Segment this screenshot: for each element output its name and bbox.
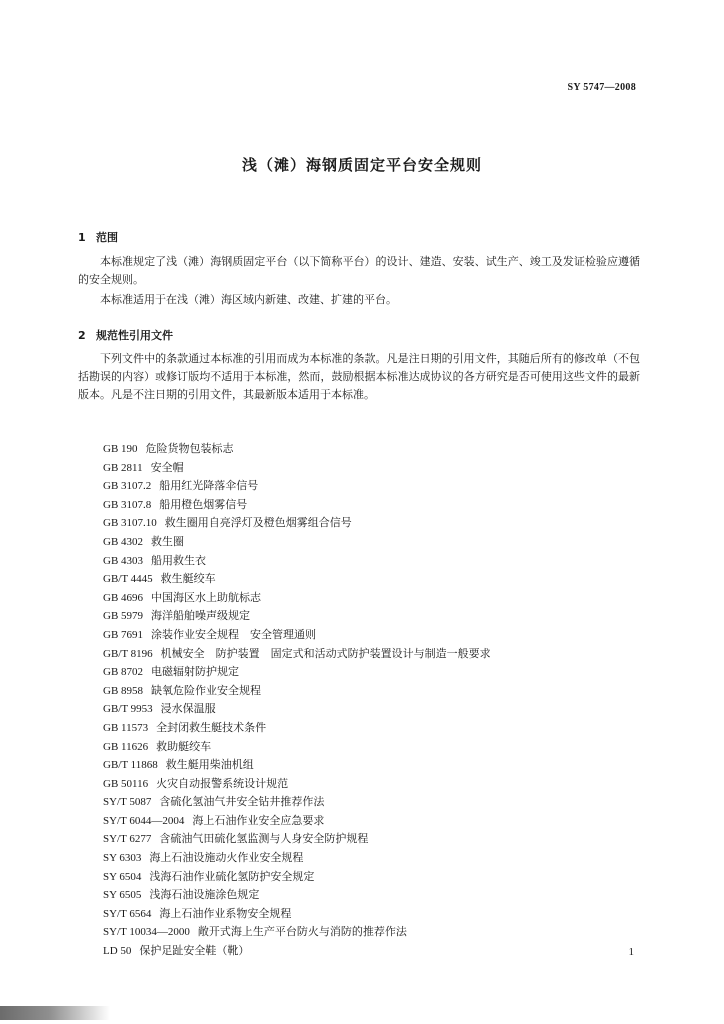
reference-code: SY/T 6277 bbox=[103, 833, 152, 846]
reference-title: 电磁辐射防护规定 bbox=[151, 665, 240, 679]
reference-title: 海上石油作业系物安全规程 bbox=[159, 906, 292, 920]
reference-code: GB/T 9953 bbox=[103, 703, 153, 716]
reference-item bbox=[103, 645, 491, 664]
reference-title: 含硫油气田硫化氢监测与人身安全防护规程 bbox=[159, 832, 369, 846]
reference-code: GB 50116 bbox=[103, 777, 149, 790]
reference-item bbox=[103, 738, 491, 757]
reference-code: GB/T 8196 bbox=[103, 647, 153, 660]
reference-title: 海洋船舶噪声级规定 bbox=[151, 609, 251, 623]
reference-item bbox=[103, 477, 491, 496]
reference-item bbox=[103, 570, 491, 589]
reference-title: 浸水保温服 bbox=[160, 702, 216, 716]
reference-item bbox=[103, 905, 491, 924]
reference-title: 含硫化氢油气井安全钻井推荐作法 bbox=[159, 795, 325, 809]
section-2-heading bbox=[78, 327, 173, 343]
reference-code: SY 6303 bbox=[103, 852, 142, 865]
reference-item bbox=[103, 942, 491, 961]
reference-title: 中国海区水上助航标志 bbox=[151, 590, 262, 604]
reference-title: 海上石油作业安全应急要求 bbox=[192, 813, 325, 827]
section-title: 范围 bbox=[96, 231, 118, 244]
reference-code: GB/T 11868 bbox=[103, 759, 158, 772]
reference-item bbox=[103, 514, 491, 533]
reference-item bbox=[103, 775, 491, 794]
reference-title: 救生艇用柴油机组 bbox=[165, 758, 254, 772]
reference-item bbox=[103, 682, 491, 701]
reference-item bbox=[103, 812, 491, 831]
standard-code: SY 5747—2008 bbox=[567, 82, 636, 93]
page-number: 1 bbox=[628, 946, 634, 958]
reference-title: 浅海石油设施涂色规定 bbox=[149, 888, 260, 902]
reference-title: 全封闭救生艇技术条件 bbox=[156, 720, 267, 734]
reference-title: 救生艇绞车 bbox=[160, 572, 216, 586]
reference-item bbox=[103, 607, 491, 626]
reference-code: SY/T 10034—2000 bbox=[103, 926, 190, 939]
reference-item bbox=[103, 533, 491, 552]
reference-code: GB 190 bbox=[103, 443, 138, 455]
section-title: 规范性引用文件 bbox=[96, 329, 173, 342]
reference-code: GB 3107.2 bbox=[103, 480, 152, 493]
reference-title: 救生圈用自亮浮灯及橙色烟雾组合信号 bbox=[164, 516, 352, 530]
reference-code: GB 8958 bbox=[103, 684, 144, 697]
reference-title: 船用橙色烟雾信号 bbox=[159, 497, 248, 511]
reference-item bbox=[103, 886, 491, 905]
reference-item bbox=[103, 663, 491, 682]
reference-code: GB 3107.10 bbox=[103, 517, 157, 530]
reference-code: GB 11573 bbox=[103, 721, 149, 734]
reference-code: GB 5979 bbox=[103, 610, 144, 623]
reference-code: SY 6504 bbox=[103, 870, 142, 883]
reference-item bbox=[103, 719, 491, 738]
reference-item bbox=[103, 793, 491, 812]
reference-code: SY/T 6044—2004 bbox=[103, 814, 185, 827]
reference-title: 火灾自动报警系统设计规范 bbox=[156, 776, 289, 790]
reference-item bbox=[103, 830, 491, 849]
reference-title: 危险货物包装标志 bbox=[145, 442, 234, 455]
reference-title: 缺氧危险作业安全规程 bbox=[151, 683, 262, 697]
reference-item bbox=[103, 849, 491, 868]
reference-title: 救生圈 bbox=[151, 534, 185, 548]
reference-code: GB 8702 bbox=[103, 666, 144, 679]
section-1-heading bbox=[78, 229, 118, 245]
reference-code: GB 4696 bbox=[103, 591, 144, 604]
reference-code: GB 4303 bbox=[103, 554, 144, 567]
reference-item bbox=[103, 756, 491, 775]
reference-item bbox=[103, 496, 491, 515]
reference-item bbox=[103, 589, 491, 608]
reference-item bbox=[103, 440, 491, 459]
reference-code: GB 7691 bbox=[103, 628, 144, 641]
reference-item bbox=[103, 626, 491, 645]
reference-title: 保护足趾安全鞋（靴） bbox=[139, 944, 250, 958]
reference-code: GB/T 4445 bbox=[103, 573, 153, 586]
reference-code: LD 50 bbox=[103, 945, 132, 958]
scan-artifact bbox=[0, 1006, 110, 1020]
section-number: 1 bbox=[78, 231, 86, 244]
section-1-paragraph-2: 本标准适用于在浅（滩）海区域内新建、改建、扩建的平台。 bbox=[100, 293, 397, 306]
reference-title: 船用红光降落伞信号 bbox=[159, 479, 259, 493]
reference-title: 船用救生衣 bbox=[151, 553, 207, 567]
reference-title: 机械安全 防护装置 固定式和活动式防护装置设计与制造一般要求 bbox=[160, 646, 491, 660]
section-number: 2 bbox=[78, 329, 86, 342]
reference-code: GB 3107.8 bbox=[103, 498, 152, 511]
reference-title: 敞开式海上生产平台防火与消防的推荐作法 bbox=[197, 925, 407, 939]
reference-code: GB 4302 bbox=[103, 535, 144, 548]
reference-code: SY/T 5087 bbox=[103, 796, 152, 809]
reference-title: 海上石油设施动火作业安全规程 bbox=[149, 851, 304, 865]
normative-references-list bbox=[103, 440, 491, 961]
section-1-paragraph-1: 本标准规定了浅（滩）海钢质固定平台（以下简称平台）的设计、建造、安装、试生产、竣工及发证检验应遵循的安全规则。 bbox=[78, 255, 640, 286]
reference-code: SY/T 6564 bbox=[103, 907, 152, 920]
reference-title: 涂装作业安全规程 安全管理通则 bbox=[151, 627, 317, 641]
reference-item bbox=[103, 552, 491, 571]
reference-item bbox=[103, 868, 491, 887]
reference-code: GB 11626 bbox=[103, 740, 149, 753]
reference-title: 救助艇绞车 bbox=[156, 739, 212, 753]
reference-title: 浅海石油作业硫化氢防护安全规定 bbox=[149, 869, 315, 883]
reference-item bbox=[103, 923, 491, 942]
document-title: 浅（滩）海钢质固定平台安全规则 bbox=[241, 156, 482, 174]
reference-title: 安全帽 bbox=[150, 460, 184, 474]
reference-item bbox=[103, 459, 491, 478]
section-2-paragraph-1: 下列文件中的条款通过本标准的引用而成为本标准的条款。凡是注日期的引用文件，其随后所有的修改单（不包括勘误的内容）或修订版均不适用于本标准，然而，鼓励根据本标准达成协议的各方研究是否可使用这些文件的最新版本。凡是不注日期的引用文件，其最新版本适用于本标准。 bbox=[78, 352, 640, 401]
reference-item bbox=[103, 700, 491, 719]
reference-code: SY 6505 bbox=[103, 889, 142, 902]
reference-code: GB 2811 bbox=[103, 461, 143, 474]
